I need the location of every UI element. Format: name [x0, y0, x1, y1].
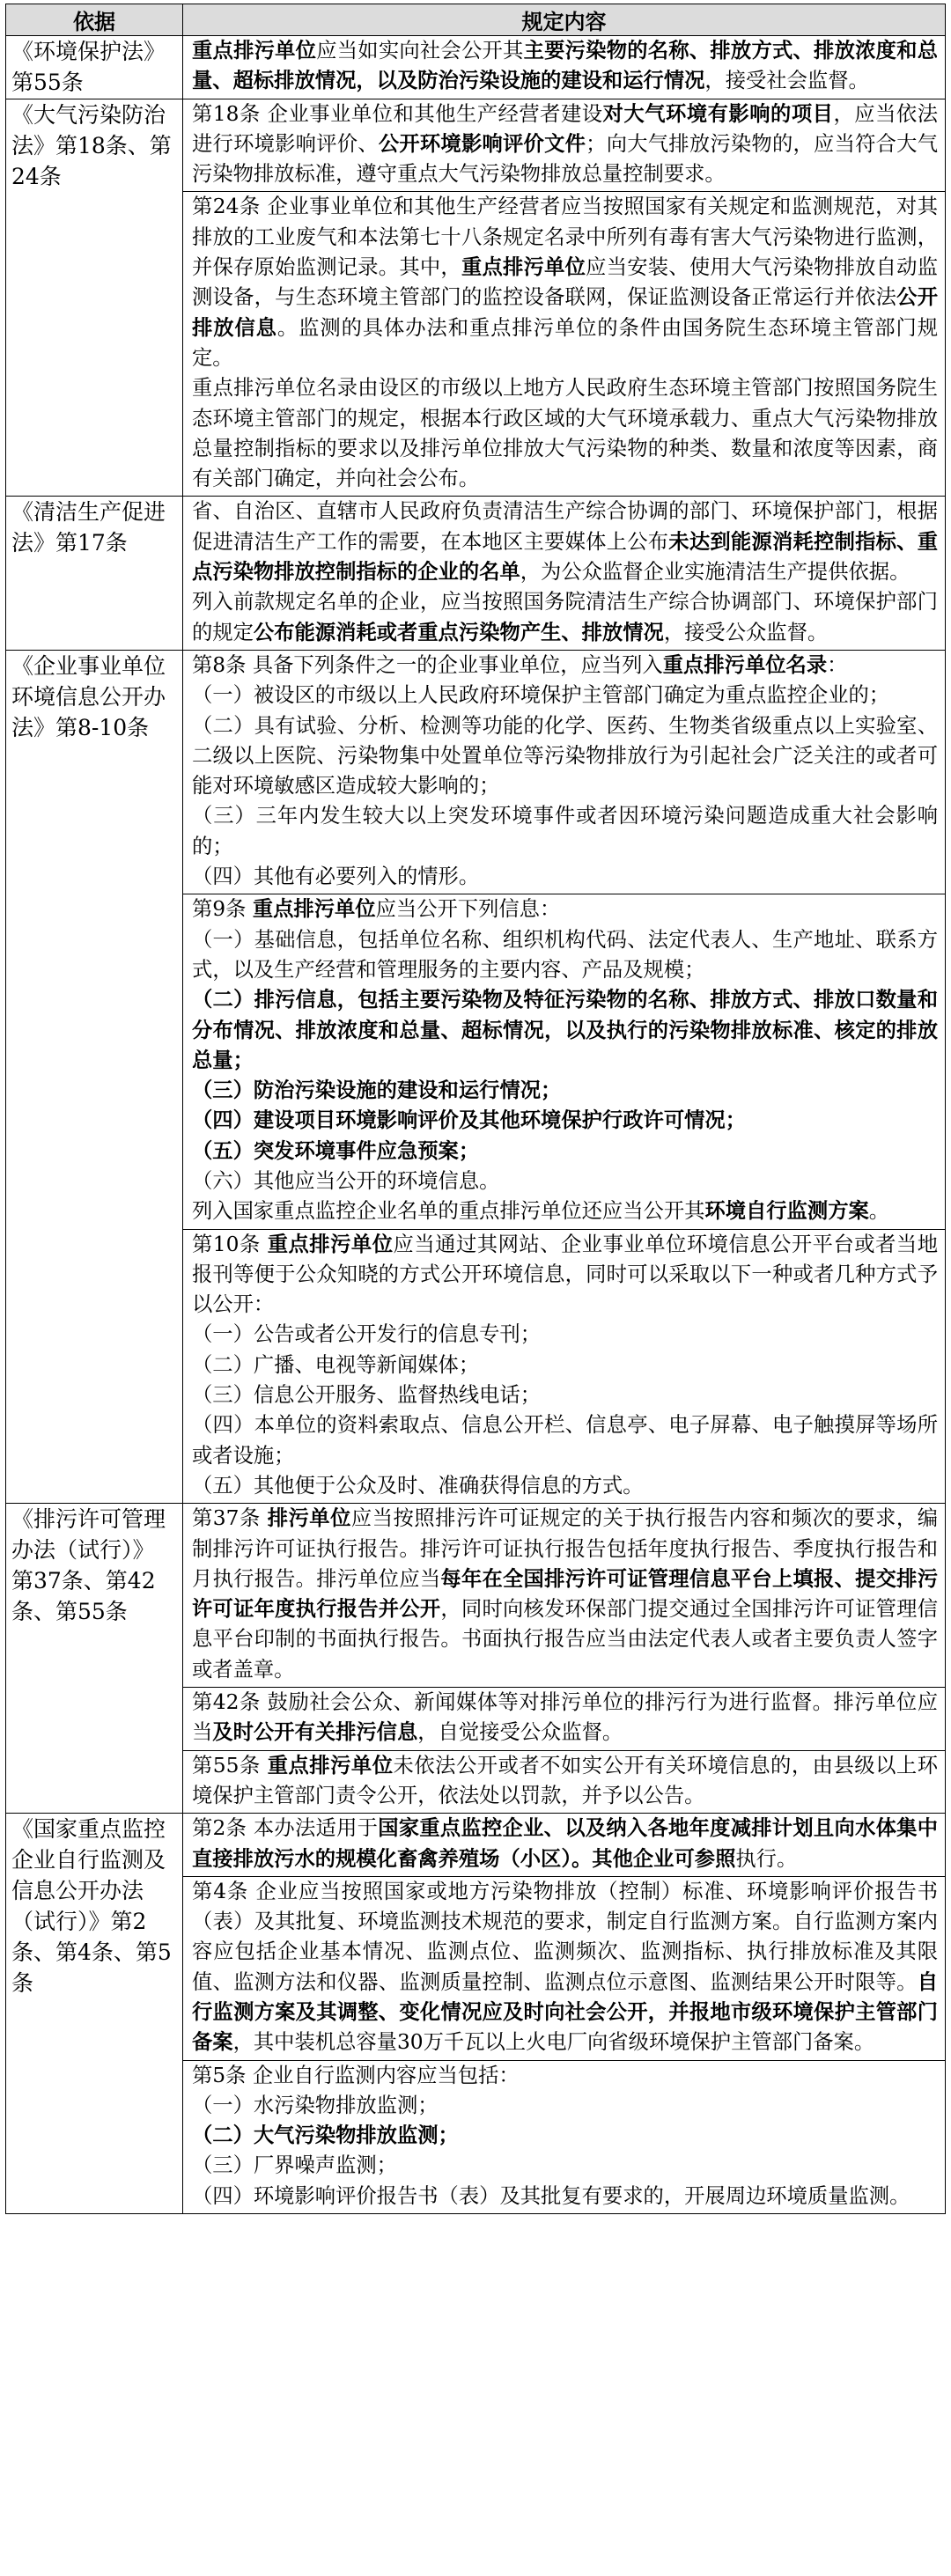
body-text: （四）环境影响评价报告书（表）及其批复有要求的，开展周边环境质量监测。	[192, 2183, 910, 2208]
body-text: 第10条	[192, 1232, 268, 1256]
emphasis-text: （二）大气污染物排放监测；	[192, 2123, 459, 2148]
content-cell	[183, 650, 946, 894]
body-text: 应当安装、使用大气污染物排放自动监测设备，与生态环境主管部门的监控设备联网，保证监测设备正常运行并依法	[192, 255, 939, 310]
content-cell	[183, 1750, 946, 1814]
content-cell	[183, 1814, 946, 1877]
content-paragraph	[192, 1504, 938, 1685]
body-text: （三）厂界噪声监测；	[192, 2153, 397, 2178]
body-text: 应当按照排污许可证规定的关于执行报告内容和频次的要求，编制排污许可证执行报告。排污许可证执行报告包括年度执行报告、季度执行报告和月执行报告。排污单位应当	[192, 1506, 938, 1591]
emphasis-text: 公开排放信息	[192, 285, 939, 340]
table-row	[6, 1814, 946, 1877]
content-cell	[183, 2060, 946, 2213]
body-text: （三）信息公开服务、监督热线电话；	[192, 1383, 542, 1408]
body-text: ，应当依法进行环境影响评价、	[192, 101, 938, 156]
content-cell	[183, 1876, 946, 2060]
content-cell	[183, 1229, 946, 1504]
body-text: 执行。	[735, 1846, 798, 1871]
content-paragraph	[192, 2151, 938, 2181]
emphasis-text: 重点排污单位	[267, 1753, 394, 1777]
content-cell	[183, 894, 946, 1229]
emphasis-text: 每年在全国排污许可证管理信息平台上填报、提交排污许可证年度执行报告并公开	[192, 1566, 939, 1622]
body-text: 第18条 企业事业单位和其他生产经营者建设	[192, 101, 603, 126]
emphasis-text: （二）排污信息，包括主要污染物及特征污染物的名称、排放方式、排放口数量和分布情况、排放浓度和总量、超标情况，以及执行的污染物排放标准、核定的排放总量；	[192, 988, 938, 1072]
emphasis-text: 公布能源消耗或者重点污染物产生、排放情况	[253, 620, 664, 644]
basis-cell: 《国家重点监控企业自行监测及信息公开办法（试行）》第2条、第4条、第5条	[6, 1814, 183, 2214]
content-paragraph	[192, 1751, 938, 1812]
content-paragraph	[192, 192, 938, 373]
body-text: （四）本单位的资料索取点、信息公开栏、信息亭、电子屏幕、电子触摸屏等场所或者设施；	[192, 1413, 938, 1468]
content-paragraph	[192, 1351, 938, 1380]
content-cell	[183, 99, 946, 192]
table-body	[6, 36, 946, 2214]
content-paragraph	[192, 985, 938, 1076]
table-header-row	[6, 4, 946, 36]
header-basis: 依据	[6, 4, 183, 36]
body-text: ，为公众监督企业实施清洁生产提供依据。	[520, 560, 910, 585]
body-text: 省、自治区、直辖市人民政府负责清洁生产综合协调的部门、环境保护部门，根据促进清洁生产工作的需要，在本地区主要媒体上公布	[192, 499, 938, 554]
emphasis-text: 重点排污单位	[461, 255, 586, 280]
table-row	[6, 497, 946, 650]
content-paragraph	[192, 497, 938, 587]
body-text: 第8条 具备下列条件之一的企业事业单位，应当列入	[192, 652, 663, 677]
emphasis-text: （五）突发环境事件应急预案；	[192, 1138, 480, 1163]
content-paragraph	[192, 99, 938, 190]
emphasis-text: （四）建设项目环境影响评价及其他环境保护行政许可情况；	[192, 1108, 747, 1133]
body-text: 应当通过其网站、企业事业单位环境信息公开平台或者当地报刊等便于公众知晓的方式公开环境信息，同时可以采取以下一种或者几种方式予以公开：	[192, 1232, 938, 1317]
body-text: （一）公告或者公开发行的信息专刊；	[192, 1322, 542, 1347]
content-paragraph	[192, 2121, 938, 2151]
content-paragraph	[192, 36, 938, 97]
body-text: 未依法公开或者不如实公开有关环境信息的，由县级以上环境保护主管部门责令公开，依法处以罚款，并予以公告。	[192, 1753, 938, 1807]
emphasis-text: 公开环境影响评价文件	[378, 131, 586, 156]
body-text: 第5条 企业自行监测内容应当包括：	[192, 2063, 520, 2087]
emphasis-text: 重点排污单位	[252, 897, 376, 922]
content-paragraph	[192, 1877, 938, 2058]
content-paragraph	[192, 1196, 938, 1226]
body-text: 第55条	[192, 1753, 268, 1777]
body-text: 第37条	[192, 1506, 268, 1531]
content-paragraph	[192, 681, 938, 710]
body-text: 。	[868, 1199, 890, 1224]
table-row	[6, 99, 946, 192]
emphasis-text: 环境自行监测方案	[704, 1199, 869, 1224]
content-cell	[183, 36, 946, 99]
body-text: ，自觉接受公众监督。	[417, 1720, 623, 1745]
body-text: （六）其他应当公开的环境信息。	[192, 1168, 500, 1193]
body-text: （五）其他便于公众及时、准确获得信息的方式。	[192, 1473, 644, 1498]
content-cell	[183, 192, 946, 497]
body-text: 列入国家重点监控企业名单的重点排污单位还应当公开其	[192, 1199, 705, 1224]
body-text: 重点排污单位名录由设区的市级以上地方人民政府生态环境主管部门按照国务院生态环境主管部门的规定，根据本行政区域的大气环境承载力、重点大气污染物排放总量控制指标的要求以及排污单位排放大气污染物的种类、数量和浓度等因素，商有关部门确定，并向社会公布。	[192, 376, 938, 491]
body-text: （一）基础信息，包括单位名称、组织机构代码、法定代表人、生产地址、联系方式，以及生产经营和管理服务的主要内容、产品及规模；	[192, 927, 938, 982]
emphasis-text: 自行监测方案及其调整、变化情况应及时向社会公开，并报地市级环境保护主管部门备案	[192, 1969, 938, 2055]
emphasis-text: 排污单位	[267, 1506, 351, 1531]
content-paragraph	[192, 1471, 938, 1501]
emphasis-text: 重点排污单位名录	[662, 652, 828, 677]
emphasis-text: 及时公开有关排污信息	[212, 1720, 418, 1745]
body-text: 第4条 企业应当按照国家或地方污染物排放（控制）标准、环境影响评价报告书（表）及其批复、环境监测技术规范的要求，制定自行监测方案。自行监测方案内容应包括企业基本情况、监测点位、监测频次、监测指标、执行排放标准及其限值、监测方法和仪器、监测质量控制、监测点位示意图、监测结果公开时限等。	[192, 1879, 938, 1994]
table-row	[6, 36, 946, 99]
body-text: 应当如实向社会公开其	[316, 39, 524, 63]
content-cell	[183, 1504, 946, 1688]
body-text: 应当公开下列信息：	[375, 897, 561, 922]
content-paragraph	[192, 1106, 938, 1136]
body-text: 第9条	[192, 897, 253, 922]
content-cell	[183, 1688, 946, 1751]
body-text: ，接受公众监督。	[663, 620, 829, 644]
content-paragraph	[192, 862, 938, 892]
content-paragraph	[192, 925, 938, 986]
content-paragraph	[192, 1320, 938, 1350]
content-paragraph	[192, 711, 938, 802]
body-text: （一）水污染物排放监测；	[192, 2093, 439, 2117]
emphasis-text: 对大气环境有影响的项目	[602, 101, 834, 126]
emphasis-text: 主要污染物的名称、排放方式、排放浓度和总量、超标排放情况，以及防治污染设施的建设和运行情况	[192, 39, 939, 93]
content-paragraph	[192, 587, 938, 648]
content-paragraph	[192, 1380, 938, 1410]
emphasis-text: 重点排污单位	[267, 1232, 394, 1256]
content-cell	[183, 497, 946, 650]
table-row	[6, 1504, 946, 1688]
body-text: ：	[827, 652, 848, 677]
content-paragraph	[192, 1688, 938, 1748]
body-text: ，其中装机总容量30万千瓦以上火电厂向省级环境保护主管部门备案。	[232, 2030, 875, 2055]
basis-cell: 《环境保护法》第55条	[6, 36, 183, 99]
body-text: 。监测的具体办法和重点排污单位的条件由国务院生态环境主管部门规定。	[192, 315, 938, 370]
body-text: ，同时向核发环保部门提交通过全国排污许可证管理信息平台印制的书面执行报告。书面执行报告应当由法定代表人或者主要负责人签字或者盖章。	[192, 1597, 939, 1682]
content-paragraph	[192, 1230, 938, 1321]
content-paragraph	[192, 1814, 938, 1874]
content-paragraph	[192, 2061, 938, 2091]
content-paragraph	[192, 1410, 938, 1471]
content-paragraph	[192, 2091, 938, 2121]
content-paragraph	[192, 2182, 938, 2212]
body-text: （四）其他有必要列入的情形。	[192, 865, 480, 889]
body-text: 第42条 鼓励社会公众、新闻媒体等对排污单位的排污行为进行监督。排污单位应当	[192, 1690, 938, 1745]
body-text: （二）具有试验、分析、检测等功能的化学、医药、生物类省级重点以上实验室、二级以上医院、污染物集中处置单位等污染物排放行为引起社会广泛关注的或者可能对环境敏感区造成较大影响的；	[192, 713, 938, 799]
content-paragraph	[192, 1076, 938, 1106]
content-paragraph	[192, 894, 938, 924]
emphasis-text: （三）防治污染设施的建设和运行情况；	[192, 1078, 562, 1103]
content-paragraph	[192, 1167, 938, 1196]
body-text: ；向大气排放污染物的，应当符合大气污染物排放标准，遵守重点大气污染物排放总量控制要求。	[192, 131, 939, 187]
body-text: （二）广播、电视等新闻媒体；	[192, 1352, 480, 1377]
emphasis-text: 国家重点监控企业、以及纳入各地年度减排计划且向水体集中直接排放污水的规模化畜禽养殖场（小区）。其他企业可参照	[192, 1816, 939, 1871]
table-row	[6, 650, 946, 894]
emphasis-text: 重点排污单位	[192, 39, 317, 63]
body-text: （三）三年内发生较大以上突发环境事件或者因环境污染问题造成重大社会影响的；	[192, 804, 938, 858]
body-text: 列入前款规定名单的企业，应当按照国务院清洁生产综合协调部门、环境保护部门的规定	[192, 590, 938, 644]
body-text: ，接受社会监督。	[704, 69, 869, 93]
basis-cell: 《清洁生产促进法》第17条	[6, 497, 183, 650]
body-text: 第24条 企业事业单位和其他生产经营者应当按照国家有关规定和监测规范，对其排放的工业废气和本法第七十八条规定名录中所列有毒有害大气污染物进行监测，并保存原始监测记录。其中，	[192, 195, 938, 280]
body-text: （一）被设区的市级以上人民政府环境保护主管部门确定为重点监控企业的；	[192, 683, 890, 708]
body-text: 第2条 本办法适用于	[192, 1816, 379, 1841]
basis-cell: 《排污许可管理办法（试行）》第37条、第42条、第55条	[6, 1504, 183, 1814]
basis-cell: 《企业事业单位环境信息公开办法》第8-10条	[6, 650, 183, 1503]
basis-cell: 《大气污染防治法》第18条、第24条	[6, 99, 183, 497]
header-content: 规定内容	[183, 4, 946, 36]
emphasis-text: 未达到能源消耗控制指标、重点污染物排放控制指标的企业的名单	[192, 529, 939, 585]
content-paragraph	[192, 373, 938, 494]
regulation-table	[5, 4, 946, 2214]
content-paragraph	[192, 651, 938, 681]
content-paragraph	[192, 1137, 938, 1167]
content-paragraph	[192, 801, 938, 862]
